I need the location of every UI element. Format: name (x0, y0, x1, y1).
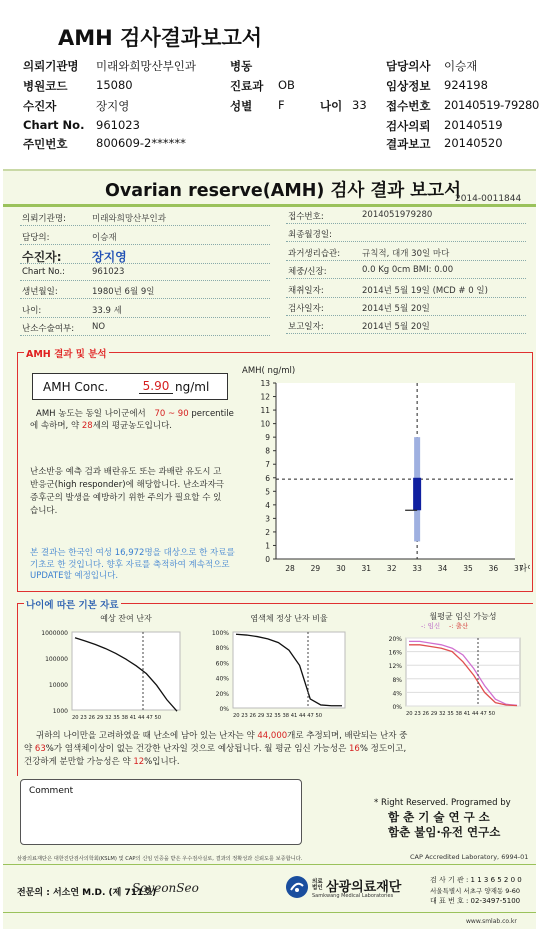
field-label: 체중/신장: (288, 267, 327, 277)
mini-y-tick-label: 16% (388, 649, 402, 657)
field-value: 1980년 6월 9일 (92, 287, 155, 297)
org-english-name: Samkwang Medical Laboratories (312, 893, 394, 899)
text-part: 약 (24, 744, 33, 754)
hospital-code-value: 15080 (96, 78, 133, 92)
field-label: Chart No.: (22, 267, 66, 277)
patient-label: 수진자 (23, 99, 57, 113)
x-tick-label: 35 (463, 564, 473, 573)
clinical-info-label: 임상정보 (386, 79, 431, 93)
org-name: 삼광의료재단 (326, 880, 402, 895)
age-summary-text (24, 730, 529, 769)
hospital-name-value: 미래와희망산부인과 (96, 59, 196, 73)
title-divider (3, 204, 536, 207)
x-tick-label: 34 (437, 564, 448, 573)
amh-percentile-text (30, 408, 235, 432)
x-tick-label: 30 (336, 564, 346, 573)
website-text: www.smlab.co.kr (466, 918, 517, 925)
rights-text: * Right Reserved. Programed by (374, 798, 511, 808)
field-divider (20, 317, 270, 318)
pregnancy-chance-chart (370, 610, 530, 724)
age-label: 나이 (320, 99, 343, 113)
mini-chart-title: 염색체 정상 난자 비율 (250, 614, 328, 623)
field-divider (286, 260, 526, 261)
field-value: 미래와희망산부인과 (92, 214, 166, 224)
x-axis-label: 나 (519, 564, 528, 574)
field-value: 2014년 5월 19일 (MCD # 0 일) (362, 286, 488, 296)
amh-chart (240, 363, 530, 585)
field-label: 과거생리습관: (288, 249, 341, 259)
hospital-name-label: 의뢰기관명 (23, 59, 79, 73)
report-number: 2014-0011844 (455, 194, 522, 204)
chart-no-value: 961023 (96, 118, 140, 132)
ward-label: 병동 (230, 59, 253, 73)
field-divider (286, 333, 526, 334)
mini-y-tick-label: 8% (392, 676, 402, 684)
accreditation-text: 삼광의료재단은 대한진단검사의학회(KSLM) 및 CAP의 신임 인증을 받은 우수검사실로, 결과의 정확성과 신뢰도를 보증합니다. (17, 856, 303, 862)
org-logo-icon (286, 876, 308, 898)
x-tick-label: 29 (310, 564, 321, 573)
field-value: 2014년 5월 20일 (362, 322, 430, 332)
lab-name-1: 함 춘 기 술 연 구 소 (388, 810, 490, 824)
normal-chromosome-svg (205, 612, 365, 724)
mini-chart-title: 예상 잔여 난자 (100, 614, 152, 623)
field-divider (286, 297, 526, 298)
plot-background (276, 383, 515, 559)
mini-y-tick-label: 1000000 (41, 630, 68, 637)
field-divider (20, 335, 270, 336)
patient-value: 장지영 (96, 99, 130, 113)
field-divider (286, 223, 526, 224)
x-tick-label: 32 (386, 564, 397, 573)
age-value: 33 (352, 98, 367, 112)
resident-no-label: 주민번호 (23, 137, 68, 151)
field-label: 난소수술여부: (22, 324, 75, 334)
y-tick-label: 12 (260, 392, 270, 402)
mini-y-tick-label: 100% (211, 630, 229, 637)
text-part: AMH 농도는 동일 나이군에서 (36, 409, 146, 419)
cap-text: CAP Accredited Laboratory, 6994-01 (410, 853, 529, 861)
doctor-label: 담당의사 (386, 59, 431, 73)
data-source-note: 본 결과는 한국인 여성 16,972명을 대상으로 한 자료를 기초로 한 것입니다. 향후 자료를 축적하여 계속적으로 UPDATE할 예정입니다. (30, 548, 235, 581)
pregnancy-pct-value: 16 (349, 744, 360, 754)
mini-y-tick-label: 100000 (45, 656, 68, 663)
y-tick-label: 2 (265, 527, 270, 537)
mini-chart-title: 월평균 임신 가능성 (429, 612, 497, 621)
y-tick-label: 5 (265, 487, 270, 497)
report-date-value: 20140520 (444, 136, 503, 150)
address-line-2: 서울특별시 서초구 양재동 9-60 (430, 887, 521, 895)
y-tick-label: 3 (265, 514, 270, 524)
footer-divider (3, 864, 536, 865)
resident-no-value: 800609-2****** (96, 136, 186, 150)
mini-y-tick-label: 0% (219, 706, 229, 713)
summary-line (24, 730, 529, 743)
text-part: 개로 추정되며, 배란되는 난자 중 (287, 731, 408, 741)
mini-y-tick-label: 80% (215, 645, 229, 653)
field-label: 수진자: (22, 250, 62, 264)
x-tick-label: 33 (412, 564, 422, 573)
normal-pct-value: 63 (34, 744, 46, 754)
field-label: 보고일자: (288, 322, 324, 332)
field-divider (20, 298, 270, 299)
mini-x-tick-labels: 20 23 26 29 32 35 38 41 44 47 50 (406, 711, 496, 717)
y-tick-label: 10 (260, 419, 270, 429)
field-label: 담당의: (22, 233, 50, 243)
receipt-no-label: 접수번호 (386, 99, 431, 113)
amh-interpretation-text: 난소반응 예측 검과 배란유도 또는 과배란 유도시 고반응군(high responder)에 해당합니다. 난소과자극 증후군의 발생을 예방하기 위한 주의가 필요할 수 있습니다. (30, 467, 224, 516)
mini-plot-background (72, 632, 180, 710)
conc-value: 5.90 (139, 379, 173, 394)
department-value: OB (278, 78, 295, 92)
request-date-label: 검사의뢰 (386, 119, 431, 133)
y-tick-label: 4 (265, 500, 270, 510)
y-tick-label: 9 (265, 433, 270, 443)
field-value: 2014051979280 (362, 210, 433, 220)
x-tick-label: 37 (514, 564, 524, 573)
field-label: 의뢰기관명: (22, 214, 66, 224)
field-divider (286, 315, 526, 316)
field-divider (286, 241, 526, 242)
field-divider (20, 263, 270, 264)
text-part: 건강하게 분만할 가능성은 약 (24, 757, 131, 767)
mini-y-tick-label: 12% (388, 663, 402, 671)
x-tick-label: 36 (488, 564, 499, 573)
text-part: % 정도이고, (359, 744, 407, 754)
percentile-value: 70 ~ 90 (154, 409, 189, 419)
hospital-code-label: 병원코드 (23, 79, 68, 93)
conc-label: AMH Conc. (43, 380, 109, 394)
field-label: 최종월경일: (288, 230, 332, 240)
mini-plot-background (406, 638, 520, 706)
report-title: Ovarian reserve(AMH) 검사 결과 보고서 (105, 181, 461, 201)
mini-y-tick-label: 20% (215, 690, 229, 698)
lab-name-2: 함춘 불임·유전 연구소 (388, 825, 501, 839)
mini-plot-background (233, 632, 345, 708)
birth-pct-value: 12 (133, 757, 145, 767)
equivalent-age: 28 (81, 421, 93, 431)
mini-x-tick-labels: 20 23 26 29 32 35 38 41 44 47 50 (72, 715, 162, 721)
summary-line (24, 743, 529, 756)
x-tick-label: 28 (285, 564, 295, 573)
doctor-value: 이승재 (444, 59, 478, 73)
y-tick-label: 13 (260, 379, 270, 388)
field-value: 961023 (92, 267, 125, 277)
field-label: 검사일자: (288, 304, 324, 314)
y-tick-label: 7 (265, 460, 270, 470)
y-tick-label: 0 (265, 555, 270, 564)
mini-y-tick-label: 60% (215, 660, 229, 668)
summary-line (24, 756, 529, 769)
y-tick-label: 1 (265, 541, 270, 551)
field-label: 나이: (22, 306, 42, 316)
y-tick-label: 11 (260, 406, 270, 416)
pregnancy-chance-svg (370, 610, 530, 724)
field-value: NO (92, 322, 106, 332)
mini-y-tick-label: 20% (388, 636, 402, 643)
field-value: 규칙적, 대개 30일 마다 (362, 249, 450, 259)
clinical-info-value: 924198 (444, 78, 488, 92)
text-part: 세의 평균농도입니다. (92, 421, 173, 431)
department-label: 진료과 (230, 79, 264, 93)
patient-name-value: 장지영 (92, 250, 127, 264)
mini-y-tick-label: 4% (392, 690, 402, 698)
y-tick-label: 8 (265, 446, 270, 456)
field-label: 채취일자: (288, 286, 324, 296)
mini-y-tick-label: 40% (215, 675, 229, 683)
x-tick-label: 31 (361, 564, 372, 573)
field-label: 접수번호: (288, 212, 324, 222)
field-value: 이승재 (92, 233, 117, 243)
page-title: AMH 검사결과보고서 (58, 26, 263, 50)
org-small-label: 의료법인 (312, 879, 323, 891)
comment-label: Comment (29, 786, 74, 796)
mini-legend-pregnancy: -: 임신 (421, 622, 441, 630)
age-section-title: 나이에 따른 기본 자료 (24, 597, 121, 611)
text-part: percentile에 속하며, 약 (30, 409, 234, 431)
remaining-eggs-value: 44,000 (257, 731, 288, 741)
mini-y-tick-label: 0% (392, 704, 402, 711)
address-line-3: 대 표 번 호 : 02-3497-5100 (430, 897, 521, 905)
sex-label: 성별 (230, 99, 253, 113)
text-part: %가 염색체이상이 없는 건강한 난자일 것으로 예상됩니다. 월 평균 임신 가능성은 (45, 744, 347, 754)
field-value: 0.0 Kg 0cm BMI: 0.00 (362, 265, 454, 275)
receipt-no-value: 20140519-79280 (444, 98, 539, 112)
field-value: 2014년 5월 20일 (362, 304, 430, 314)
sex-value: F (278, 98, 285, 112)
remaining-eggs-chart (28, 612, 188, 724)
amh-section-title: AMH 결과 및 분석 (24, 346, 109, 360)
amh-chart-svg (240, 363, 530, 585)
comment-box (20, 779, 302, 845)
field-divider (20, 280, 270, 281)
chart-no-label: Chart No. (23, 118, 85, 132)
text-part: 귀하의 나이만을 고려하였을 때 난소에 남아 있는 난자는 약 (36, 731, 255, 741)
mini-x-tick-labels: 20 23 26 29 32 35 38 41 44 47 50 (233, 713, 323, 719)
report-date-label: 결과보고 (386, 137, 431, 151)
y-tick-label: 6 (265, 473, 270, 483)
result-box (413, 478, 421, 510)
remaining-eggs-svg (28, 612, 188, 724)
field-divider (20, 225, 270, 226)
field-divider (20, 244, 270, 245)
signature: SoyeonSeo (132, 881, 199, 895)
normal-chromosome-chart (205, 612, 365, 724)
mini-y-tick-label: 1000 (52, 708, 68, 715)
text-part: %입니다. (144, 757, 180, 767)
mini-legend-birth: -: 출산 (449, 622, 469, 630)
field-divider (286, 278, 526, 279)
mini-y-tick-label: 10000 (48, 682, 68, 689)
y-axis-label: AMH( ng/ml) (242, 366, 296, 376)
conc-unit: ng/ml (175, 380, 210, 394)
field-value: 33.9 세 (92, 306, 122, 316)
request-date-value: 20140519 (444, 118, 503, 132)
doctor-signature-line: 전문의 : 서소연 M.D. (제 711호) (17, 888, 157, 898)
footer-bottom-divider (3, 912, 536, 913)
field-label: 생년월일: (22, 287, 58, 297)
address-line-1: 검 사 기 관 : 1 1 3 6 5 2 0 0 (430, 876, 522, 884)
amh-concentration-box (32, 373, 228, 400)
